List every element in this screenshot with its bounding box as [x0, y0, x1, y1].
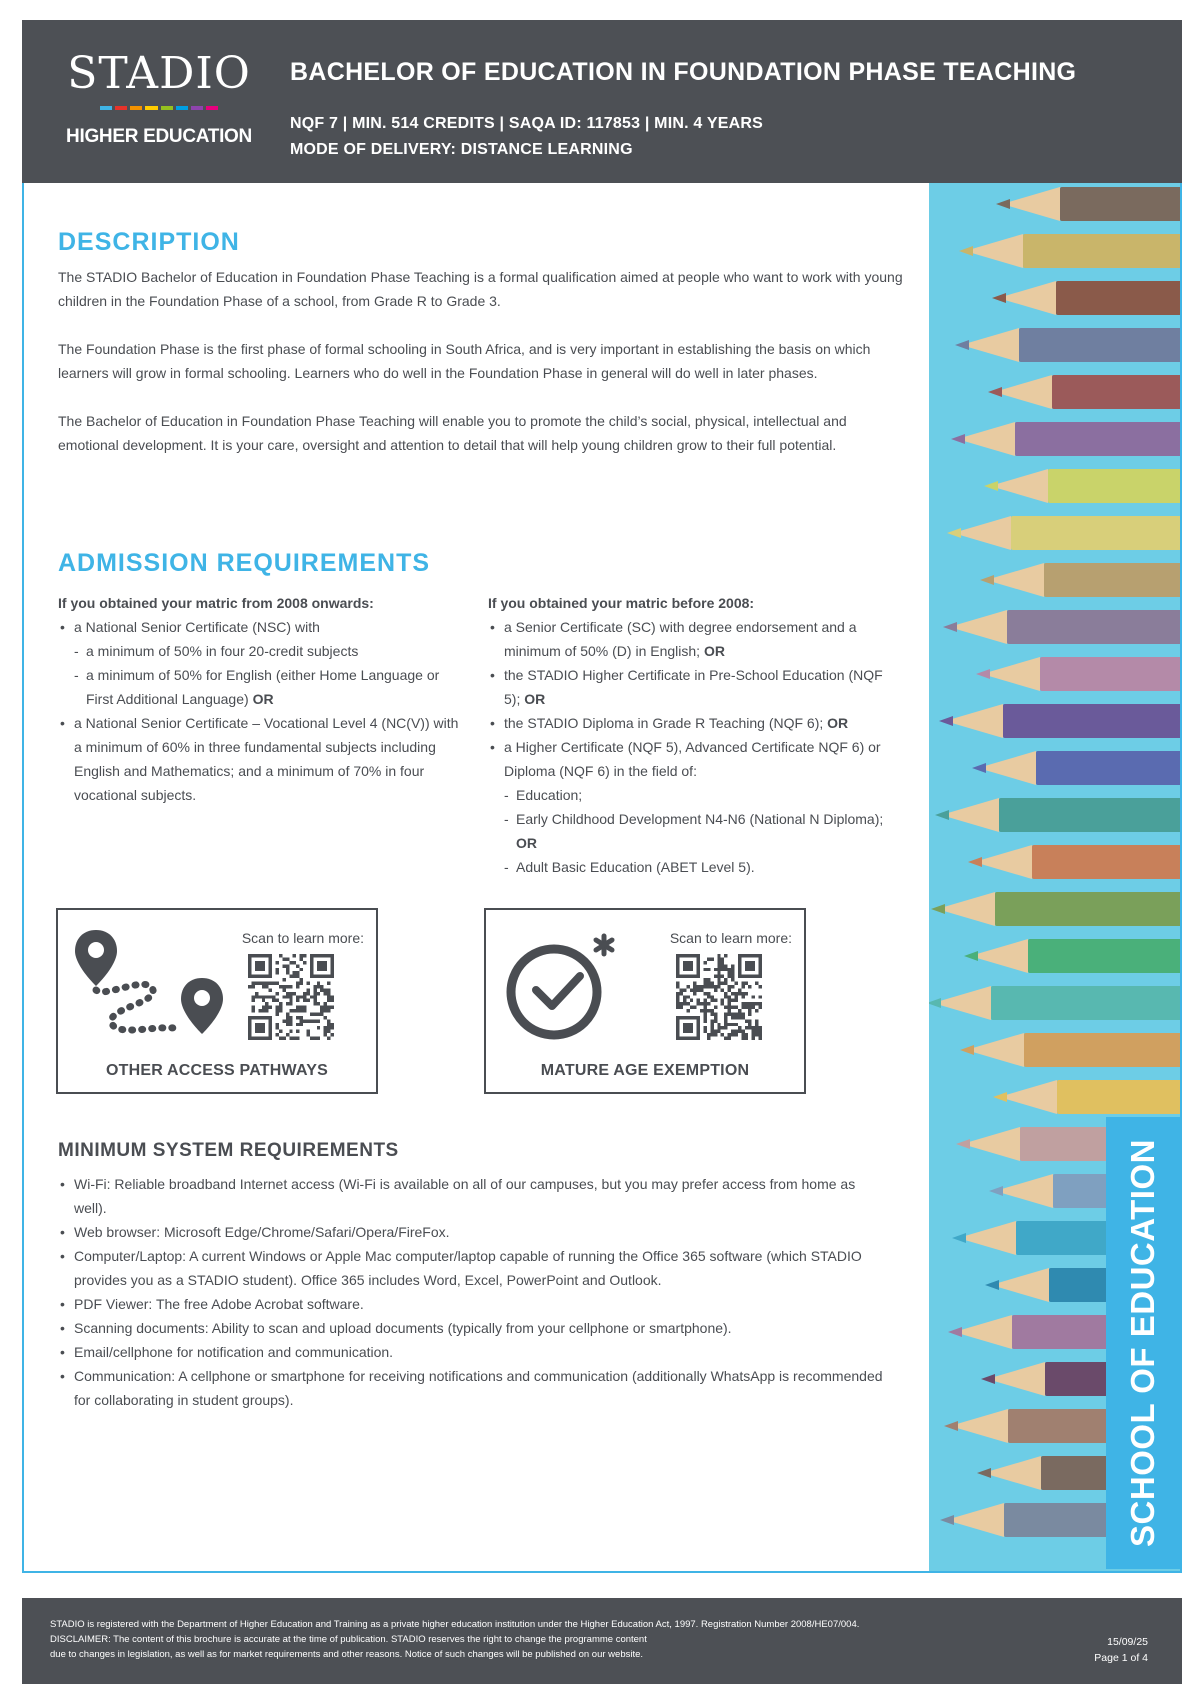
logo-color-segment [115, 106, 127, 110]
logo-color-segment [176, 106, 188, 110]
logo-color-segment [130, 106, 142, 110]
logo-color-segment [191, 106, 203, 110]
logo-subtitle: HIGHER EDUCATION [66, 126, 252, 147]
publication-date: 15/09/25 [1107, 1636, 1148, 1648]
page-footer [22, 1598, 1182, 1684]
list-item: • PDF Viewer: The free Adobe Acrobat software. [58, 1292, 888, 1316]
footer-disclaimer-line: due to changes in legislation, as well as for market requirements and other reasons. Notice of such changes will be published on our website. [50, 1649, 644, 1660]
pencil [1003, 704, 1180, 738]
clock-icon [502, 928, 622, 1048]
pencil [999, 798, 1180, 832]
description-paragraph-3: The Bachelor of Education in Foundation Phase Teaching will enable you to promote the child’s social, physical, intellectual and emotional development. It is your care, oversight and attention to detail that will help young children grow to their full potential. [58, 413, 847, 453]
pencil [1019, 328, 1180, 362]
pencil [995, 892, 1180, 926]
list-item: • Web browser: Microsoft Edge/Chrome/Safari/Opera/FireFox. [58, 1220, 888, 1244]
list-item: • the STADIO Higher Certificate in Pre-School Education (NQF 5); OR [488, 663, 890, 711]
sub-list [504, 783, 890, 879]
pencil [1040, 657, 1180, 691]
pencil [1056, 281, 1180, 315]
school-banner-text [1106, 1117, 1180, 1569]
admission-left-list [58, 615, 468, 807]
page-header [22, 20, 1182, 183]
list-item: • a National Senior Certificate (NSC) with - a minimum of 50% in four 20-credit subjects - a minimum of 50% for English (either Home Language or First Additional Language) OR [58, 615, 468, 711]
list-item: - a minimum of 50% for English (either Home Language or First Additional Language) OR [74, 663, 468, 711]
pencil [1060, 187, 1180, 221]
qr-code-access-pathways[interactable] [248, 954, 334, 1040]
list-item: • Email/cellphone for notification and communication. [58, 1340, 888, 1364]
pencil [1057, 1080, 1180, 1114]
pencil [1011, 516, 1180, 550]
logo-wordmark: STADIO [67, 48, 251, 99]
list-item: - Early Childhood Development N4-N6 (National N Diploma); OR [504, 807, 890, 855]
description-heading: DESCRIPTION [58, 228, 240, 256]
list-item: • a Senior Certificate (SC) with degree endorsement and a minimum of 50% (D) in English; OR [488, 615, 890, 663]
description-section [58, 228, 903, 457]
access-pathways-label: OTHER ACCESS PATHWAYS [105, 1062, 328, 1079]
admission-right-title: If you obtained your matric before 2008: [488, 595, 755, 611]
list-item: • Scanning documents: Ability to scan and upload documents (typically from your cellphone or smartphone). [58, 1316, 888, 1340]
access-pathways-box[interactable] [56, 908, 378, 1094]
admission-heading: ADMISSION REQUIREMENTS [58, 549, 431, 577]
list-item: • the STADIO Diploma in Grade R Teaching (NQF 6); OR [488, 711, 890, 735]
admission-right-column [488, 591, 890, 879]
school-name: SCHOOL OF EDUCATION [1124, 1139, 1161, 1547]
list-item: - Adult Basic Education (ABET Level 5). [504, 855, 890, 879]
footer-disclaimer [50, 1617, 1010, 1662]
pencil [1048, 469, 1180, 503]
programme-title: BACHELOR OF EDUCATION IN FOUNDATION PHASE TEACHING [290, 58, 1077, 86]
footer-disclaimer-line: DISCLAIMER: The content of this brochure is accurate at the time of publication. STADIO reserves the right to change the programme content [50, 1634, 647, 1645]
pencil [1044, 563, 1180, 597]
description-paragraph-1: The STADIO Bachelor of Education in Foundation Phase Teaching is a formal qualification aimed at people who want to work with young children in the Foundation Phase of a school, from Grade R to Grade 3. [58, 269, 903, 309]
delivery-mode: MODE OF DELIVERY: DISTANCE LEARNING [290, 141, 633, 158]
logo-color-bar [100, 106, 218, 110]
pencil [1028, 939, 1180, 973]
pencil [1023, 234, 1180, 268]
logo-color-segment [206, 106, 218, 110]
list-item: • Computer/Laptop: A current Windows or Apple Mac computer/laptop capable of running the Office 365 software (which STADIO provides you as a STADIO student). Office 365 includes Word, Excel, PowerPoint and Outlook. [58, 1244, 888, 1292]
logo-color-segment [161, 106, 173, 110]
qr-code-mature-age[interactable] [676, 954, 762, 1040]
description-paragraph-2: The Foundation Phase is the first phase of formal schooling in South Africa, and is very important in establishing the basis on which learners will grow in formal schooling. Learners who do well in the Foundation Phase in general will do well in later phases. [58, 341, 871, 381]
mature-age-box[interactable] [484, 908, 806, 1094]
list-item: • Wi-Fi: Reliable broadband Internet access (Wi-Fi is available on all of our campuses, but you may prefer access from home as well). [58, 1172, 888, 1220]
sub-list [74, 639, 468, 711]
page-number: Page 1 of 4 [1094, 1652, 1148, 1664]
pencil [1052, 375, 1180, 409]
admission-left-column [58, 591, 468, 807]
admission-heading-wrap [58, 549, 430, 578]
route-map-icon [74, 928, 244, 1058]
scan-label: Scan to learn more: [669, 930, 792, 946]
pencil [1024, 1033, 1180, 1067]
stadio-logo [54, 48, 264, 148]
pencil [1015, 422, 1180, 456]
system-requirements-list [58, 1172, 888, 1412]
list-item: - Education; [504, 783, 890, 807]
pencil [1032, 845, 1180, 879]
pencil [1036, 751, 1180, 785]
footer-meta [1094, 1634, 1148, 1666]
list-item: • Communication: A cellphone or smartphone for receiving notifications and communication (additionally WhatsApp is recommended for collaborating in student groups). [58, 1364, 888, 1412]
pencil [1007, 610, 1180, 644]
admission-left-title: If you obtained your matric from 2008 onwards: [58, 595, 374, 611]
pencil [991, 986, 1180, 1020]
programme-details: NQF 7 | MIN. 514 CREDITS | SAQA ID: 117853 | MIN. 4 YEARS [290, 115, 763, 132]
footer-registration: STADIO is registered with the Department of Higher Education and Training as a private higher education institution under the Higher Education Act, 1997. Registration Number 2008/HE07/004. [50, 1619, 860, 1630]
list-item: - a minimum of 50% in four 20-credit subjects [74, 639, 468, 663]
mature-age-label: MATURE AGE EXEMPTION [540, 1062, 750, 1079]
system-requirements-heading: MINIMUM SYSTEM REQUIREMENTS [58, 1140, 399, 1161]
list-item: • a Higher Certificate (NQF 5), Advanced Certificate NQF 6) or Diploma (NQF 6) in the field of: - Education; - Early Childhood Development N4-N6 (National N Diploma); OR - Adult Basic Education (ABET Level 5). [488, 735, 890, 879]
logo-color-segment [100, 106, 112, 110]
logo-color-segment [145, 106, 157, 110]
admission-right-list [488, 615, 890, 879]
scan-label: Scan to learn more: [241, 930, 364, 946]
system-requirements-section [58, 1140, 888, 1412]
list-item: • a National Senior Certificate – Vocational Level 4 (NC(V)) with a minimum of 60% in three fundamental subjects including English and Mathematics; and a minimum of 70% in four vocational subjects. [58, 711, 468, 807]
